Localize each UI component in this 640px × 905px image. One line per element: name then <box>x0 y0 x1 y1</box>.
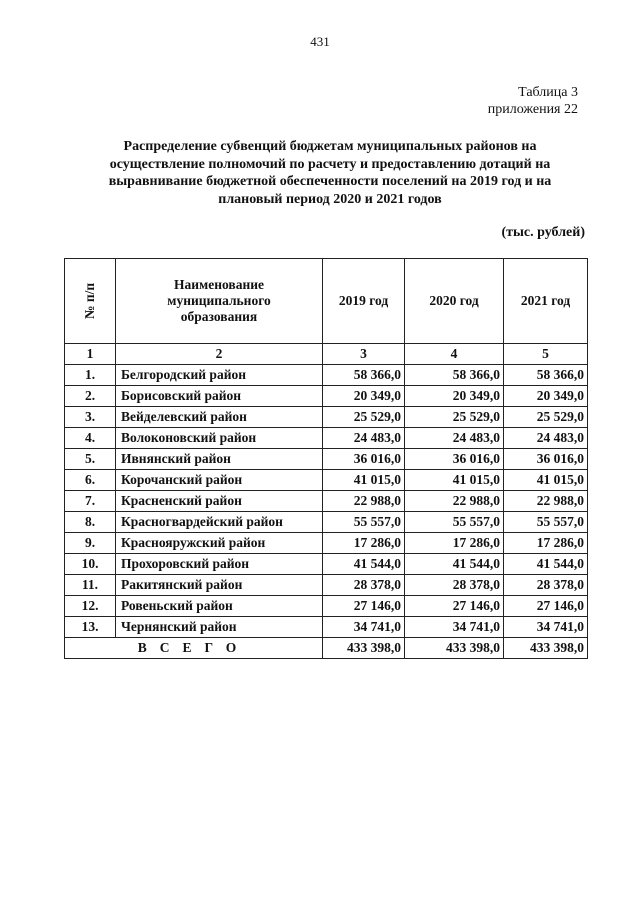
table-row <box>65 533 588 554</box>
table-row <box>65 491 588 512</box>
value-2021: 17 286,0 <box>504 533 588 554</box>
table-reference <box>488 84 578 118</box>
value-2020: 41 544,0 <box>405 554 504 575</box>
value-2019: 20 349,0 <box>323 386 405 407</box>
column-number: 2 <box>116 344 323 365</box>
municipality-name: Белгородский район <box>116 365 323 386</box>
municipality-name: Волоконовский район <box>116 428 323 449</box>
value-2019: 28 378,0 <box>323 575 405 596</box>
table-row <box>65 554 588 575</box>
subventions-table <box>64 258 588 659</box>
row-number: 3. <box>65 407 116 428</box>
value-2021: 20 349,0 <box>504 386 588 407</box>
total-2020: 433 398,0 <box>405 638 504 659</box>
row-number: 6. <box>65 470 116 491</box>
municipality-name: Ровеньский район <box>116 596 323 617</box>
value-2019: 58 366,0 <box>323 365 405 386</box>
municipality-name: Краснояружский район <box>116 533 323 554</box>
column-number: 3 <box>323 344 405 365</box>
value-2020: 28 378,0 <box>405 575 504 596</box>
municipality-name: Ивнянский район <box>116 449 323 470</box>
table-row <box>65 575 588 596</box>
row-number: 1. <box>65 365 116 386</box>
value-2021: 25 529,0 <box>504 407 588 428</box>
units-label: (тыс. рублей) <box>501 225 585 240</box>
row-number: 7. <box>65 491 116 512</box>
row-number: 2. <box>65 386 116 407</box>
value-2020: 25 529,0 <box>405 407 504 428</box>
page-number: 431 <box>310 34 330 49</box>
total-2021: 433 398,0 <box>504 638 588 659</box>
value-2019: 34 741,0 <box>323 617 405 638</box>
value-2020: 58 366,0 <box>405 365 504 386</box>
table-row <box>65 386 588 407</box>
value-2020: 55 557,0 <box>405 512 504 533</box>
value-2019: 41 015,0 <box>323 470 405 491</box>
value-2019: 22 988,0 <box>323 491 405 512</box>
document-title: Распределение субвенций бюджетам муниципальных районов на осуществление полномочий по расчету и предоставлению дотаций на выравнивание бюджетной обеспеченности поселений на 2019 год и на плановый период 2020 и 2021 годов <box>108 139 552 207</box>
table-row <box>65 449 588 470</box>
value-2021: 34 741,0 <box>504 617 588 638</box>
value-2020: 27 146,0 <box>405 596 504 617</box>
header-name: Наименование муниципального образования <box>116 259 323 344</box>
table-row <box>65 470 588 491</box>
table-row <box>65 617 588 638</box>
municipality-name: Чернянский район <box>116 617 323 638</box>
value-2021: 24 483,0 <box>504 428 588 449</box>
header-2020: 2020 год <box>405 259 504 344</box>
header-2019: 2019 год <box>323 259 405 344</box>
value-2021: 41 544,0 <box>504 554 588 575</box>
table-row <box>65 365 588 386</box>
municipality-name: Красногвардейский район <box>116 512 323 533</box>
table-row <box>65 428 588 449</box>
column-number: 5 <box>504 344 588 365</box>
value-2020: 22 988,0 <box>405 491 504 512</box>
table-reference-line-1: Таблица 3 <box>518 85 578 100</box>
value-2019: 25 529,0 <box>323 407 405 428</box>
value-2019: 27 146,0 <box>323 596 405 617</box>
value-2019: 41 544,0 <box>323 554 405 575</box>
municipality-name: Борисовский район <box>116 386 323 407</box>
table-row <box>65 512 588 533</box>
column-number: 1 <box>65 344 116 365</box>
municipality-name: Прохоровский район <box>116 554 323 575</box>
table-header-row <box>65 259 588 344</box>
total-label: ВСЕГО <box>65 638 323 659</box>
municipality-name: Красненский район <box>116 491 323 512</box>
value-2020: 24 483,0 <box>405 428 504 449</box>
row-number: 4. <box>65 428 116 449</box>
municipality-name: Ракитянский район <box>116 575 323 596</box>
row-number: 12. <box>65 596 116 617</box>
header-num <box>65 259 116 344</box>
value-2019: 36 016,0 <box>323 449 405 470</box>
value-2021: 58 366,0 <box>504 365 588 386</box>
municipality-name: Вейделевский район <box>116 407 323 428</box>
value-2020: 34 741,0 <box>405 617 504 638</box>
row-number: 11. <box>65 575 116 596</box>
total-2019: 433 398,0 <box>323 638 405 659</box>
header-num-label: № п/п <box>82 282 97 320</box>
value-2020: 20 349,0 <box>405 386 504 407</box>
value-2021: 27 146,0 <box>504 596 588 617</box>
table-row <box>65 596 588 617</box>
value-2020: 17 286,0 <box>405 533 504 554</box>
total-row <box>65 638 588 659</box>
value-2020: 36 016,0 <box>405 449 504 470</box>
row-number: 10. <box>65 554 116 575</box>
value-2019: 55 557,0 <box>323 512 405 533</box>
value-2021: 22 988,0 <box>504 491 588 512</box>
table-row <box>65 407 588 428</box>
table-reference-line-2: приложения 22 <box>487 102 578 117</box>
row-number: 13. <box>65 617 116 638</box>
row-number: 9. <box>65 533 116 554</box>
municipality-name: Корочанский район <box>116 470 323 491</box>
value-2021: 28 378,0 <box>504 575 588 596</box>
header-2021: 2021 год <box>504 259 588 344</box>
value-2020: 41 015,0 <box>405 470 504 491</box>
row-number: 5. <box>65 449 116 470</box>
value-2021: 36 016,0 <box>504 449 588 470</box>
value-2021: 41 015,0 <box>504 470 588 491</box>
value-2019: 17 286,0 <box>323 533 405 554</box>
column-number: 4 <box>405 344 504 365</box>
value-2019: 24 483,0 <box>323 428 405 449</box>
column-numbers-row <box>65 344 588 365</box>
value-2021: 55 557,0 <box>504 512 588 533</box>
row-number: 8. <box>65 512 116 533</box>
